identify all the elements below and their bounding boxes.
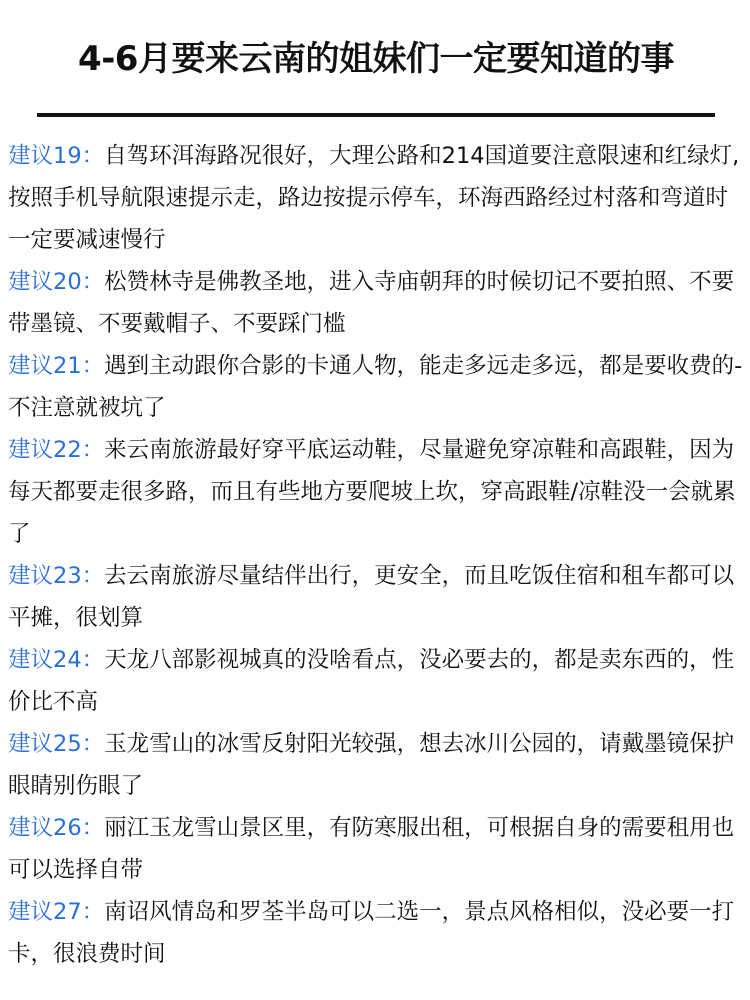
tip-text: 去云南旅游尽量结伴出行，更安全，而且吃饭住宿和租车都可以平摊，很划算 (8, 563, 735, 631)
tip-label: 建议21： (8, 353, 105, 379)
tip-text: 丽江玉龙雪山景区里，有防寒服出租，可根据自身的需要租用也可以选择自带 (8, 815, 735, 883)
tip-text: 遇到主动跟你合影的卡通人物，能走多远走多远，都是要收费的-不注意就被坑了 (8, 353, 743, 421)
tip-label: 建议19： (8, 143, 105, 169)
tip-label: 建议22： (8, 437, 105, 463)
page-title: 4-6月要来云南的姐妹们一定要知道的事 (78, 39, 674, 79)
tip-item-21 (8, 345, 744, 429)
tip-item-20 (8, 261, 744, 345)
tip-label: 建议25： (8, 731, 105, 757)
tip-text: 玉龙雪山的冰雪反射阳光较强，想去冰川公园的，请戴墨镜保护眼睛别伤眼了 (8, 731, 735, 799)
tip-item-23 (8, 555, 744, 639)
tip-item-19 (8, 135, 744, 261)
tip-text: 南诏风情岛和罗荃半岛可以二选一，景点风格相似，没必要一打卡，很浪费时间 (8, 899, 735, 967)
tip-item-27 (8, 891, 744, 975)
tip-text: 天龙八部影视城真的没啥看点，没必要去的，都是卖东西的，性价比不高 (8, 647, 735, 715)
tip-label: 建议27： (8, 899, 105, 925)
tip-item-24 (8, 639, 744, 723)
title-divider (37, 113, 715, 117)
tip-item-26 (8, 807, 744, 891)
tip-item-25 (8, 723, 744, 807)
tip-text: 松赞林寺是佛教圣地，进入寺庙朝拜的时候切记不要拍照、不要带墨镜、不要戴帽子、不要踩门槛 (8, 269, 735, 337)
tip-item-22 (8, 429, 744, 555)
tip-text: 来云南旅游最好穿平底运动鞋，尽量避免穿凉鞋和高跟鞋，因为每天都要走很多路，而且有些地方要爬坡上坎，穿高跟鞋/凉鞋没一会就累了 (8, 437, 736, 547)
tip-label: 建议26： (8, 815, 105, 841)
tip-label: 建议24： (8, 647, 105, 673)
tip-label: 建议23： (8, 563, 105, 589)
tip-text: 自驾环洱海路况很好，大理公路和214国道要注意限速和红绿灯,按照手机导航限速提示走，路边按提示停车，环海西路经过村落和弯道时一定要减速慢行 (8, 143, 740, 253)
tip-label: 建议20： (8, 269, 105, 295)
tips-list (8, 135, 744, 975)
